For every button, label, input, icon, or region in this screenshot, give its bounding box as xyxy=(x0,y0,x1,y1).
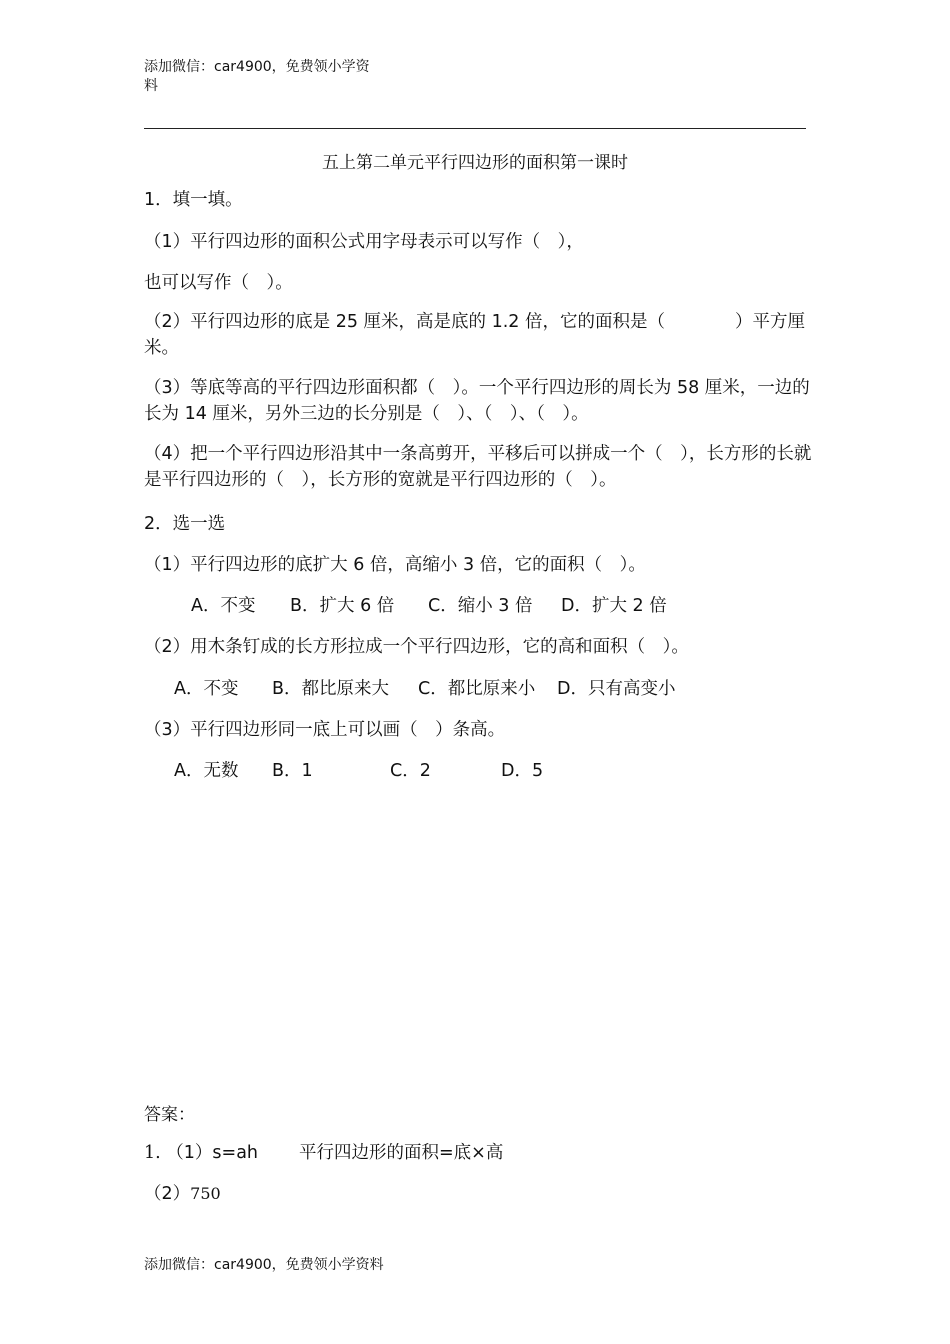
header-note-line2: 料 xyxy=(144,78,158,94)
s2-q2: （2）用木条钉成的长方形拉成一个平行四边形，它的高和面积（ ）。 xyxy=(144,637,689,657)
footer-note: 添加微信：car4900，免费领小学资料 xyxy=(144,1257,384,1273)
answer-1 xyxy=(144,1139,258,1164)
s2-q3-option-b: B．1 xyxy=(272,761,313,781)
header-note-line1: 添加微信：car4900，免费领小学资 xyxy=(144,59,370,75)
s1-q3: （3）等底等高的平行四边形面积都（ ）。一个平行四边形的周长为 58 厘米，一边的长为 14 厘米，另外三边的长分别是（ ）、（ ）、（ ）。 xyxy=(144,378,810,424)
page-title: 五上第二单元平行四边形的面积第一课时 xyxy=(322,153,628,173)
s1-q4: （4）把一个平行四边形沿其中一条高剪开，平移后可以拼成一个（ ），长方形的长就是平行四边形的（ ），长方形的宽就是平行四边形的（ ）。 xyxy=(144,444,812,490)
s2-q2-option-a: A．不变 xyxy=(174,679,239,699)
s2-q2-option-c: C．都比原来小 xyxy=(418,679,536,699)
answer-1-number: 1. xyxy=(144,1143,161,1163)
s2-q3-option-c: C．2 xyxy=(390,761,431,781)
s2-q3-option-d: D．5 xyxy=(501,761,544,781)
answers-title: 答案： xyxy=(144,1105,195,1125)
s2-q1-option-a: A．不变 xyxy=(191,596,256,616)
answer-2 xyxy=(144,1180,221,1205)
s2-q2-option-d: D．只有高变小 xyxy=(557,679,676,699)
answer-1-text: 平行四边形的面积=底×高 xyxy=(299,1143,504,1163)
header-divider xyxy=(144,128,806,129)
s2-q1-option-b: B．扩大 6 倍 xyxy=(290,596,395,616)
section2-heading: 2．选一选 xyxy=(144,514,226,534)
s1-q1-line1: （1）平行四边形的面积公式用字母表示可以写作（ ）， xyxy=(144,232,584,252)
header-note xyxy=(144,58,394,96)
s2-q3-option-a: A．无数 xyxy=(174,761,239,781)
answer-2-value: 750 xyxy=(190,1184,221,1203)
s2-q1-option-c: C．缩小 3 倍 xyxy=(428,596,533,616)
s1-q2: （2）平行四边形的底是 25 厘米，高是底的 1.2 倍，它的面积是（ ）平方厘米。 xyxy=(144,312,805,358)
s2-q1: （1）平行四边形的底扩大 6 倍，高缩小 3 倍，它的面积（ ）。 xyxy=(144,555,646,575)
answer-1-part: （1）s=ah xyxy=(166,1143,259,1163)
s2-q1-option-d: D．扩大 2 倍 xyxy=(561,596,667,616)
section1-heading: 1．填一填。 xyxy=(144,190,243,210)
s2-q2-option-b: B．都比原来大 xyxy=(272,679,390,699)
s1-q1-line2: 也可以写作（ ）。 xyxy=(144,273,293,293)
answer-2-part: （2） xyxy=(144,1184,191,1204)
s2-q3: （3）平行四边形同一底上可以画（ ）条高。 xyxy=(144,720,506,740)
